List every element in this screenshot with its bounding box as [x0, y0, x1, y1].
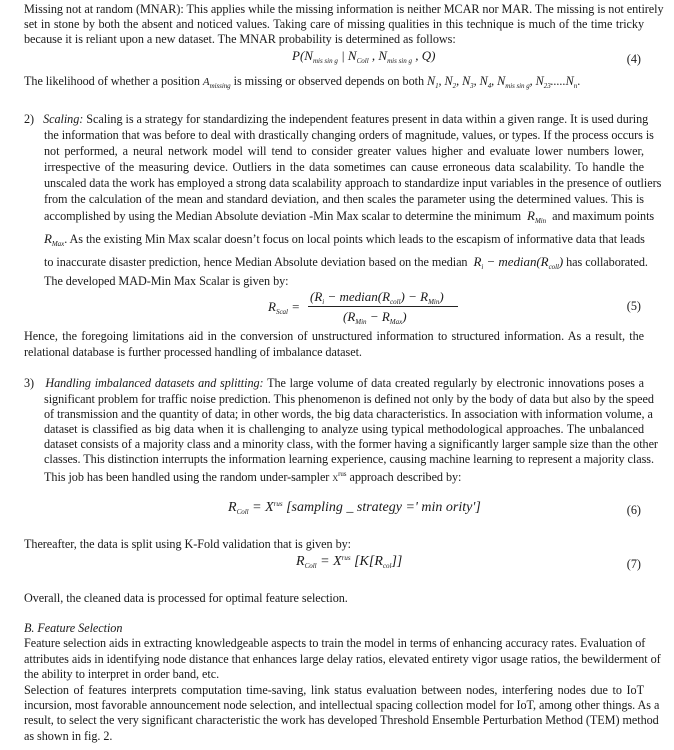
text-line: to inaccurate disaster prediction, hence Median Absolute deviation based on the median $R_i$ − $median(R_{coll})$ has collaborated. [44, 254, 648, 271]
text-line: unscaled data the work has employed a strong data scalability approach to standardize input variables in the presence of outliers [44, 176, 662, 190]
text-line: relational database is further processed handling of imbalance dataset. [24, 345, 362, 359]
text-line: incursion, most favorable announcement node selection, and intellectual spacing collection model for IoT, among other things. As a [24, 698, 660, 712]
text-line: dataset is classified as big data when it is challenging to analyze using typical methodological approaches. The unbalanced [44, 422, 644, 436]
section-imbalanced-line: 3) Handling imbalanced datasets and splitting: The large volume of data created regularly by electronic innovations poses a [24, 376, 644, 390]
equation-number: (7) [626, 557, 641, 571]
text-line: Overall, the cleaned data is processed for optimal feature selection. [24, 591, 348, 605]
text-line: Selection of features interprets computation time-saving, link status evaluation between nodes, interfering nodes due to IoT [24, 683, 644, 697]
section-heading: B. Feature Selection [24, 621, 123, 635]
text-line: This job has been handled using the random under-sampler $X^{rus}$ approach described by: [44, 470, 462, 484]
equation-4: $P(N_{mis sin g}$ | $N_{Coll}$ , $N_{mis sin g}$ , Q) [292, 48, 436, 65]
text-line: The developed MAD-Min Max Scalar is given by: [44, 274, 289, 288]
equation-number: (5) [626, 299, 641, 313]
text-line: result, to select the very significant characteristic the work has developed Threshold Ensemble Perturbation Method (TEM) method [24, 713, 659, 727]
text-line: attributes aids in identifying node distance that enhances large delay ratios, elevated entirety vigor usage ratios, the bewilderment of [24, 652, 661, 666]
equation-number: (6) [626, 503, 641, 517]
text-line: accomplished by using the Median Absolute deviation -Min Max scalar to determine the minimum $R_{Min}$ and maximum points [44, 208, 655, 225]
text-line: because it is reliant upon a new dataset. The MNAR probability is determined as follows: [24, 32, 456, 46]
text-line: Hence, the foregoing limitations aid in the conversion of unstructured information to structured information. As a result, the [24, 329, 644, 343]
text-line: the information that was before to deal with drastically changing orders of magnitude, values, or types. If the process occurs is [44, 128, 654, 142]
text-line: Missing not at random (MNAR): This applies while the missing information is neither MCAR nor MAR. The missing is not entirely [24, 2, 664, 16]
text-line: set in stone by both the absent and noticed values. Taking care of missing qualities in this technique is much of the time tricky [24, 17, 644, 31]
text-line: not performed, a neural network model will tend to consider greater values higher and evaluate lower numbers lower, [44, 144, 644, 158]
text-line: as shown in fig. 2. [24, 729, 113, 743]
text-line: $R_{Max}$. As the existing Min Max scalar doesn’t focus on local points which leads to the escapism of informative data that leads [44, 231, 645, 248]
text-line: Thereafter, the data is split using K-Fold validation that is given by: [24, 537, 351, 551]
equation-7: $R_{Coll} = X^{rus}$ $[K[R_{col}]]$ [296, 554, 403, 570]
text-line: The likelihood of whether a position $A_{missing}$ is missing or observed depends on both $N_1$, $N_2$, $N_3$, $N_4$, $N_{mis sin g}$, $N_{23}.....N_n$. [24, 74, 581, 90]
text-line: dataset consists of a majority class and a minority class, with the former having a significantly larger sample size than the other [44, 437, 658, 451]
equation-number: (4) [626, 52, 641, 66]
text-line: from the calculation of the mean and standard deviation, and then scales the parameter using the determined values. This is [44, 192, 644, 206]
text-line: classes. This distinction interrupts the information learning experience, causing machine learning to represent a majority class. [44, 452, 654, 466]
text-line: of transmission and the quantity of data; in other words, the big data characteristics. In association with information volume, a [44, 407, 653, 421]
text-line: irrespective of the measuring device. Outliers in the data sometimes can cause erroneous data scalability. To handle the [44, 160, 644, 174]
text-line: Feature selection aids in extracting knowledgeable aspects to train the model in terms of enhancing accuracy rates. Evaluation of [24, 636, 646, 650]
text-line: significant problem for traffic noise prediction. This phenomenon is defined not only by the body of data but also by the speed [44, 392, 654, 406]
equation-6: $R_{Coll} = X^{rus}$ [sampling _ strategy =' min ority'] [228, 500, 481, 516]
text-line: the ability to interpret in order band, etc. [24, 667, 220, 681]
section-scaling-line: 2) Scaling: Scaling is a strategy for standardizing the independent features present in data within a given range. It is used during [24, 112, 649, 126]
